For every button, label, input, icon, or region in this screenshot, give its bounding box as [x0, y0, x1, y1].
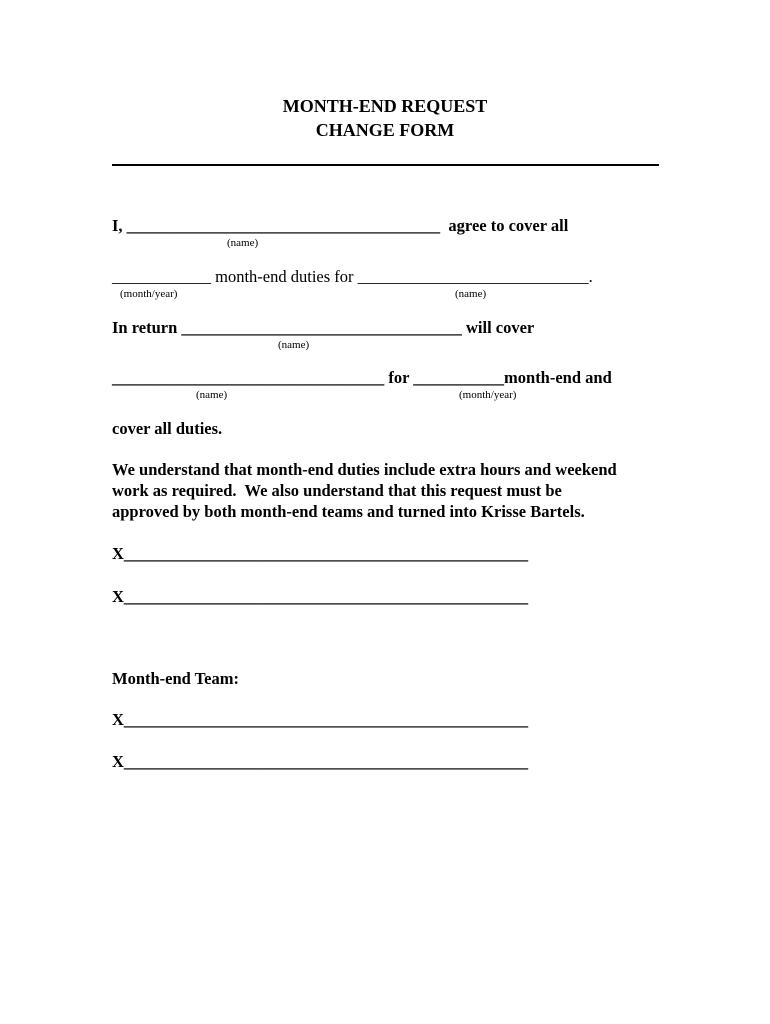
- page-title-line-2: CHANGE FORM: [315, 120, 455, 140]
- name-caption: (name): [196, 389, 228, 401]
- form-line-cover-agreement[interactable]: I, ______________________________________ agree to cover all: [112, 216, 569, 235]
- team-signature-line[interactable]: X_________________________________________________: [112, 752, 529, 771]
- form-line-coverer[interactable]: _________________________________ for ___________month-end and: [112, 368, 612, 387]
- title-divider: [112, 164, 659, 166]
- name-caption: (name): [227, 237, 259, 249]
- statement-line-2: work as required. We also understand that this request must be: [112, 481, 562, 500]
- form-line-month-duties[interactable]: ____________ month-end duties for ____________________________.: [112, 267, 593, 286]
- name-caption: (name): [455, 288, 487, 300]
- page-title-line-1: MONTH-END REQUEST: [282, 96, 488, 116]
- signature-line[interactable]: X_________________________________________________: [112, 544, 529, 563]
- month-year-caption: (month/year): [459, 389, 517, 401]
- name-caption: (name): [278, 339, 310, 351]
- statement-line-1: We understand that month-end duties include extra hours and weekend: [112, 460, 617, 479]
- month-end-team-heading: Month-end Team:: [112, 669, 239, 688]
- form-line-in-return[interactable]: In return __________________________________ will cover: [112, 318, 535, 337]
- signature-line[interactable]: X_________________________________________________: [112, 587, 529, 606]
- statement-line-3: approved by both month-end teams and turned into Krisse Bartels.: [112, 502, 585, 521]
- team-signature-line[interactable]: X_________________________________________________: [112, 710, 529, 729]
- month-year-caption: (month/year): [120, 288, 178, 300]
- form-line-cover-duties: cover all duties.: [112, 419, 223, 438]
